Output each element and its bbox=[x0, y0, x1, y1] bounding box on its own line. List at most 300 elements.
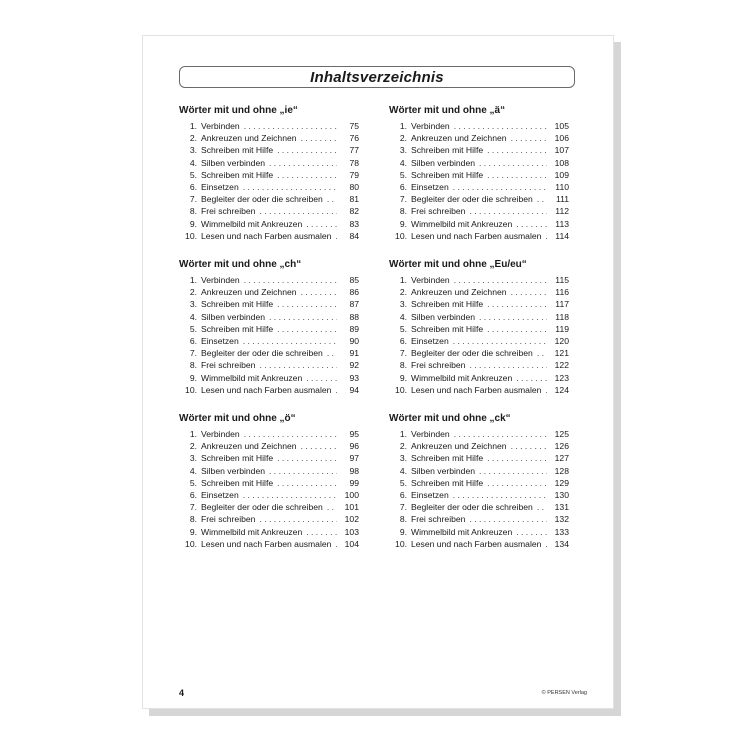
dot-leader bbox=[453, 489, 547, 501]
toc-entry-page: 75 bbox=[349, 121, 359, 131]
toc-entry-number: 3. bbox=[399, 145, 407, 156]
toc-entry bbox=[179, 538, 359, 550]
toc-entry-page: 96 bbox=[349, 441, 359, 452]
dot-leader bbox=[454, 274, 547, 286]
toc-entry-number: 2. bbox=[399, 287, 407, 298]
toc-entry-label: Einsetzen bbox=[411, 489, 449, 500]
toc-entry bbox=[389, 538, 569, 550]
toc-entry-number: 2. bbox=[399, 133, 407, 144]
toc-entry-label: Schreiben mit Hilfe bbox=[411, 169, 484, 180]
toc-entry bbox=[179, 465, 359, 477]
toc-entry-label: Schreiben mit Hilfe bbox=[201, 169, 274, 180]
toc-entry-number: 7. bbox=[189, 194, 197, 205]
toc-entry-label: Frei schreiben bbox=[411, 514, 466, 525]
toc-entry-number: 9. bbox=[189, 526, 197, 537]
toc-entry-page: 101 bbox=[344, 502, 359, 513]
toc-entry-label: Begleiter der oder die schreiben bbox=[411, 348, 533, 359]
toc-entry-number: 10. bbox=[185, 230, 197, 241]
dot-leader bbox=[335, 538, 337, 550]
toc-entry-label: Wimmelbild mit Ankreuzen bbox=[411, 526, 513, 537]
toc-entry bbox=[389, 169, 569, 181]
toc-entry bbox=[389, 347, 569, 359]
toc-entry-page: 102 bbox=[344, 514, 359, 525]
toc-entry bbox=[389, 440, 569, 452]
dot-leader bbox=[306, 526, 337, 538]
toc-entry bbox=[389, 526, 569, 538]
toc-section bbox=[179, 258, 359, 396]
toc-entry-page: 108 bbox=[554, 157, 569, 168]
toc-entry-page: 129 bbox=[554, 477, 569, 488]
dot-leader bbox=[244, 274, 337, 286]
toc-entry-page: 118 bbox=[555, 311, 569, 322]
toc-entry bbox=[389, 489, 569, 501]
dot-leader bbox=[306, 218, 337, 230]
toc-entry bbox=[179, 298, 359, 310]
toc-entry-number: 3. bbox=[189, 145, 197, 156]
toc-entry-number: 8. bbox=[399, 360, 407, 371]
toc-entry-page: 130 bbox=[554, 489, 569, 500]
toc-entry-page: 107 bbox=[554, 145, 569, 156]
toc-entry-number: 4. bbox=[189, 311, 197, 322]
toc-entry-label: Wimmelbild mit Ankreuzen bbox=[201, 218, 303, 229]
toc-entry bbox=[179, 157, 359, 169]
toc-entry bbox=[179, 384, 359, 396]
dot-leader bbox=[277, 169, 337, 181]
toc-list bbox=[389, 120, 569, 242]
toc-entry-number: 7. bbox=[189, 502, 197, 513]
toc-entry-number: 9. bbox=[189, 372, 197, 383]
toc-entry-number: 9. bbox=[189, 218, 197, 229]
toc-entry-label: Lesen und nach Farben ausmalen bbox=[201, 230, 332, 241]
toc-list bbox=[179, 120, 359, 242]
dot-leader bbox=[545, 384, 547, 396]
footer-page-number: 4 bbox=[179, 688, 185, 698]
dot-leader bbox=[479, 157, 547, 169]
dot-leader bbox=[469, 205, 547, 217]
toc-entry-page: 87 bbox=[349, 299, 359, 310]
toc-entry bbox=[179, 181, 359, 193]
toc-entry-page: 131 bbox=[554, 502, 569, 513]
toc-section bbox=[389, 412, 569, 550]
toc-entry-page: 104 bbox=[344, 538, 359, 549]
toc-entry-label: Silben verbinden bbox=[201, 157, 266, 168]
toc-entry-label: Wimmelbild mit Ankreuzen bbox=[411, 372, 513, 383]
dot-leader bbox=[516, 372, 547, 384]
toc-entry-number: 8. bbox=[189, 514, 197, 525]
toc-entry-label: Schreiben mit Hilfe bbox=[411, 323, 484, 334]
toc-entry bbox=[179, 347, 359, 359]
toc-entry-number: 1. bbox=[399, 275, 407, 285]
toc-entry bbox=[389, 205, 569, 217]
toc-entry bbox=[389, 218, 569, 230]
toc-entry-page: 112 bbox=[555, 206, 569, 217]
toc-entry-page: 90 bbox=[349, 335, 359, 346]
dot-leader bbox=[269, 465, 337, 477]
dot-leader bbox=[487, 144, 547, 156]
toc-entry-page: 120 bbox=[554, 335, 569, 346]
toc-entry-page: 106 bbox=[554, 133, 569, 144]
toc-entry-number: 5. bbox=[189, 323, 197, 334]
toc-entry-number: 5. bbox=[399, 323, 407, 334]
dot-leader bbox=[259, 513, 337, 525]
dot-leader bbox=[511, 440, 547, 452]
toc-entry-number: 10. bbox=[395, 230, 407, 241]
toc-entry-page: 100 bbox=[344, 489, 359, 500]
toc-entry bbox=[179, 526, 359, 538]
toc-entry-page: 122 bbox=[554, 360, 569, 371]
page-title: Inhaltsverzeichnis bbox=[310, 68, 444, 86]
toc-entry-page: 117 bbox=[555, 299, 569, 310]
toc-entry-label: Verbinden bbox=[411, 429, 450, 439]
section-title: Wörter mit und ohne „ck“ bbox=[389, 413, 511, 424]
toc-entry-number: 8. bbox=[189, 360, 197, 371]
toc-entry-number: 4. bbox=[399, 465, 407, 476]
toc-entry-label: Einsetzen bbox=[201, 335, 239, 346]
toc-list bbox=[389, 428, 569, 550]
toc-entry-page: 132 bbox=[554, 514, 569, 525]
toc-entry-label: Wimmelbild mit Ankreuzen bbox=[201, 526, 303, 537]
toc-entry-number: 3. bbox=[399, 299, 407, 310]
dot-leader bbox=[301, 440, 337, 452]
toc-entry-label: Begleiter der oder die schreiben bbox=[201, 348, 323, 359]
toc-entry-number: 10. bbox=[185, 384, 197, 395]
toc-entry-number: 1. bbox=[189, 429, 197, 439]
toc-section bbox=[389, 104, 569, 242]
toc-entry-page: 114 bbox=[555, 230, 569, 241]
dot-leader bbox=[479, 311, 547, 323]
toc-entry-number: 9. bbox=[399, 526, 407, 537]
toc-entry bbox=[179, 132, 359, 144]
toc-entry bbox=[389, 477, 569, 489]
toc-entry bbox=[389, 384, 569, 396]
dot-leader bbox=[487, 323, 547, 335]
toc-entry-page: 88 bbox=[349, 311, 359, 322]
toc-entry-page: 127 bbox=[554, 453, 569, 464]
toc-entry-label: Verbinden bbox=[201, 275, 240, 285]
toc-entry-label: Frei schreiben bbox=[411, 360, 466, 371]
toc-entry-page: 93 bbox=[349, 372, 359, 383]
toc-entry bbox=[389, 193, 569, 205]
toc-entry-label: Ankreuzen und Zeichnen bbox=[411, 287, 507, 298]
toc-section bbox=[179, 412, 359, 550]
toc-entry-label: Begleiter der oder die schreiben bbox=[411, 502, 533, 513]
toc-entry bbox=[179, 193, 359, 205]
toc-entry-number: 1. bbox=[189, 275, 197, 285]
toc-entry-number: 7. bbox=[399, 502, 407, 513]
toc-entry bbox=[179, 372, 359, 384]
toc-entry-label: Wimmelbild mit Ankreuzen bbox=[411, 218, 513, 229]
toc-entry-page: 128 bbox=[554, 465, 569, 476]
toc-entry-number: 7. bbox=[399, 348, 407, 359]
toc-entry-label: Einsetzen bbox=[411, 181, 449, 192]
dot-leader bbox=[511, 132, 547, 144]
toc-entry-number: 10. bbox=[395, 384, 407, 395]
dot-leader bbox=[269, 157, 337, 169]
toc-entry-number: 10. bbox=[185, 538, 197, 549]
toc-entry bbox=[389, 501, 569, 513]
toc-entry-label: Begleiter der oder die schreiben bbox=[201, 502, 323, 513]
dot-leader bbox=[327, 347, 337, 359]
toc-entry bbox=[389, 120, 569, 132]
toc-entry bbox=[389, 230, 569, 242]
toc-entry-page: 85 bbox=[349, 275, 359, 285]
toc-entry-label: Begleiter der oder die schreiben bbox=[201, 194, 323, 205]
toc-entry-label: Verbinden bbox=[201, 121, 240, 131]
toc-entry bbox=[389, 274, 569, 286]
toc-entry-number: 5. bbox=[189, 477, 197, 488]
toc-entry-page: 113 bbox=[555, 218, 569, 229]
toc-entry bbox=[389, 298, 569, 310]
dot-leader bbox=[244, 428, 337, 440]
toc-entry-number: 3. bbox=[189, 453, 197, 464]
toc-list bbox=[179, 428, 359, 550]
toc-entry bbox=[389, 132, 569, 144]
dot-leader bbox=[453, 181, 547, 193]
toc-entry-page: 119 bbox=[555, 323, 569, 334]
dot-leader bbox=[516, 218, 547, 230]
toc-entry-number: 2. bbox=[399, 441, 407, 452]
section-title: Wörter mit und ohne „ö“ bbox=[179, 413, 296, 424]
toc-entry-page: 76 bbox=[349, 133, 359, 144]
toc-entry bbox=[179, 286, 359, 298]
toc-entry-label: Silben verbinden bbox=[201, 311, 266, 322]
toc-entry-page: 97 bbox=[349, 453, 359, 464]
toc-entry-number: 8. bbox=[399, 206, 407, 217]
toc-entry-label: Silben verbinden bbox=[201, 465, 266, 476]
dot-leader bbox=[469, 359, 547, 371]
dot-leader bbox=[487, 477, 547, 489]
toc-entry-label: Schreiben mit Hilfe bbox=[411, 145, 484, 156]
toc-entry bbox=[389, 335, 569, 347]
toc-entry-label: Ankreuzen und Zeichnen bbox=[411, 441, 507, 452]
toc-entry-label: Schreiben mit Hilfe bbox=[411, 477, 484, 488]
toc-entry-number: 9. bbox=[399, 218, 407, 229]
toc-entry-number: 3. bbox=[399, 453, 407, 464]
toc-entry-page: 83 bbox=[349, 218, 359, 229]
dot-leader bbox=[277, 144, 337, 156]
toc-entry-label: Lesen und nach Farben ausmalen bbox=[411, 230, 542, 241]
dot-leader bbox=[301, 286, 337, 298]
toc-entry bbox=[179, 120, 359, 132]
toc-list bbox=[389, 274, 569, 396]
toc-entry bbox=[179, 359, 359, 371]
dot-leader bbox=[469, 513, 547, 525]
toc-entry-page: 82 bbox=[349, 206, 359, 217]
toc-entry-number: 1. bbox=[189, 121, 197, 131]
dot-leader bbox=[327, 193, 337, 205]
toc-entry bbox=[179, 489, 359, 501]
dot-leader bbox=[511, 286, 547, 298]
toc-entry-number: 8. bbox=[189, 206, 197, 217]
toc-entry-page: 121 bbox=[554, 348, 569, 359]
toc-entry-number: 5. bbox=[399, 169, 407, 180]
toc-entry-number: 6. bbox=[189, 335, 197, 346]
toc-section bbox=[389, 258, 569, 396]
toc-entry-page: 125 bbox=[554, 429, 569, 439]
toc-entry-number: 5. bbox=[399, 477, 407, 488]
dot-leader bbox=[277, 452, 337, 464]
dot-leader bbox=[335, 384, 337, 396]
toc-entry bbox=[179, 513, 359, 525]
toc-list bbox=[179, 274, 359, 396]
toc-entry bbox=[389, 359, 569, 371]
toc-entry bbox=[389, 452, 569, 464]
toc-entry-label: Frei schreiben bbox=[201, 360, 256, 371]
toc-entry-number: 6. bbox=[399, 489, 407, 500]
toc-entry-page: 99 bbox=[349, 477, 359, 488]
toc-entry bbox=[179, 452, 359, 464]
toc-entry-page: 89 bbox=[349, 323, 359, 334]
toc-entry-number: 5. bbox=[189, 169, 197, 180]
dot-leader bbox=[306, 372, 337, 384]
toc-entry-page: 134 bbox=[554, 538, 569, 549]
dot-leader bbox=[453, 335, 547, 347]
toc-entry-page: 77 bbox=[349, 145, 359, 156]
toc-entry-label: Schreiben mit Hilfe bbox=[201, 323, 274, 334]
dot-leader bbox=[487, 452, 547, 464]
dot-leader bbox=[516, 526, 547, 538]
dot-leader bbox=[301, 132, 337, 144]
dot-leader bbox=[277, 298, 337, 310]
toc-entry bbox=[389, 286, 569, 298]
toc-entry-page: 115 bbox=[555, 275, 569, 285]
section-title: Wörter mit und ohne „ch“ bbox=[179, 259, 302, 270]
toc-entry-number: 4. bbox=[399, 157, 407, 168]
toc-entry-label: Ankreuzen und Zeichnen bbox=[201, 441, 297, 452]
toc-entry-page: 116 bbox=[555, 287, 569, 298]
dot-leader bbox=[537, 193, 547, 205]
toc-entry-page: 81 bbox=[349, 194, 359, 205]
dot-leader bbox=[243, 181, 337, 193]
toc-entry bbox=[179, 218, 359, 230]
dot-leader bbox=[479, 465, 547, 477]
toc-entry-label: Frei schreiben bbox=[201, 514, 256, 525]
dot-leader bbox=[259, 205, 337, 217]
dot-leader bbox=[545, 538, 547, 550]
toc-entry-label: Verbinden bbox=[411, 121, 450, 131]
toc-entry bbox=[179, 428, 359, 440]
toc-entry-page: 94 bbox=[349, 384, 359, 395]
dot-leader bbox=[487, 169, 547, 181]
dot-leader bbox=[327, 501, 337, 513]
toc-entry-label: Silben verbinden bbox=[411, 157, 476, 168]
toc-entry bbox=[179, 440, 359, 452]
toc-entry-number: 4. bbox=[189, 465, 197, 476]
toc-entry bbox=[389, 311, 569, 323]
toc-entry-page: 111 bbox=[555, 194, 569, 205]
toc-entry-label: Silben verbinden bbox=[411, 465, 476, 476]
toc-entry bbox=[389, 465, 569, 477]
title-box bbox=[179, 66, 575, 88]
toc-entry-number: 1. bbox=[399, 429, 407, 439]
toc-entry-label: Schreiben mit Hilfe bbox=[201, 453, 274, 464]
toc-entry-label: Ankreuzen und Zeichnen bbox=[201, 287, 297, 298]
toc-entry-page: 126 bbox=[554, 441, 569, 452]
toc-entry-label: Schreiben mit Hilfe bbox=[201, 477, 274, 488]
toc-entry-number: 8. bbox=[399, 514, 407, 525]
toc-entry-page: 105 bbox=[554, 121, 569, 131]
toc-entry-label: Frei schreiben bbox=[201, 206, 256, 217]
dot-leader bbox=[487, 298, 547, 310]
toc-entry-number: 6. bbox=[399, 335, 407, 346]
toc-entry bbox=[389, 372, 569, 384]
dot-leader bbox=[243, 335, 337, 347]
dot-leader bbox=[454, 428, 547, 440]
dot-leader bbox=[537, 501, 547, 513]
toc-entry-label: Einsetzen bbox=[411, 335, 449, 346]
toc-entry-page: 98 bbox=[349, 465, 359, 476]
toc-entry-number: 6. bbox=[189, 181, 197, 192]
toc-entry-page: 91 bbox=[349, 348, 359, 359]
dot-leader bbox=[243, 489, 337, 501]
toc-entry-label: Lesen und nach Farben ausmalen bbox=[201, 538, 332, 549]
dot-leader bbox=[269, 311, 337, 323]
document-page bbox=[142, 35, 614, 709]
toc-entry-number: 4. bbox=[399, 311, 407, 322]
toc-entry-number: 7. bbox=[399, 194, 407, 205]
toc-entry-label: Einsetzen bbox=[201, 489, 239, 500]
toc-entry-page: 84 bbox=[349, 230, 359, 241]
toc-entry-page: 80 bbox=[349, 181, 359, 192]
toc-entry-number: 4. bbox=[189, 157, 197, 168]
toc-entry-page: 103 bbox=[344, 526, 359, 537]
toc-section bbox=[179, 104, 359, 242]
toc-entry bbox=[179, 144, 359, 156]
toc-entry-number: 2. bbox=[189, 133, 197, 144]
toc-entry-label: Frei schreiben bbox=[411, 206, 466, 217]
toc-entry bbox=[389, 428, 569, 440]
toc-entry bbox=[179, 230, 359, 242]
toc-entry-page: 92 bbox=[349, 360, 359, 371]
toc-entry-page: 124 bbox=[554, 384, 569, 395]
toc-entry bbox=[389, 513, 569, 525]
toc-entry bbox=[179, 169, 359, 181]
toc-entry-label: Schreiben mit Hilfe bbox=[411, 299, 484, 310]
toc-entry-number: 6. bbox=[399, 181, 407, 192]
toc-entry-number: 3. bbox=[189, 299, 197, 310]
toc-entry-label: Ankreuzen und Zeichnen bbox=[201, 133, 297, 144]
toc-entry-label: Verbinden bbox=[411, 275, 450, 285]
dot-leader bbox=[277, 477, 337, 489]
dot-leader bbox=[537, 347, 547, 359]
toc-entry-number: 9. bbox=[399, 372, 407, 383]
toc-entry-label: Begleiter der oder die schreiben bbox=[411, 194, 533, 205]
toc-entry-label: Schreiben mit Hilfe bbox=[201, 299, 274, 310]
dot-leader bbox=[454, 120, 547, 132]
toc-entry bbox=[179, 323, 359, 335]
toc-entry bbox=[179, 335, 359, 347]
section-title: Wörter mit und ohne „Eu/eu“ bbox=[389, 259, 527, 270]
dot-leader bbox=[259, 359, 337, 371]
toc-entry-page: 109 bbox=[554, 169, 569, 180]
footer-copyright: © PERSEN Verlag bbox=[541, 690, 587, 696]
toc-entry-label: Lesen und nach Farben ausmalen bbox=[411, 538, 542, 549]
dot-leader bbox=[335, 230, 337, 242]
toc-entry bbox=[179, 311, 359, 323]
toc-entry bbox=[389, 144, 569, 156]
toc-entry bbox=[389, 157, 569, 169]
toc-entry-label: Verbinden bbox=[201, 429, 240, 439]
dot-leader bbox=[545, 230, 547, 242]
toc-entry-label: Einsetzen bbox=[201, 181, 239, 192]
toc-entry-number: 10. bbox=[395, 538, 407, 549]
toc-entry-label: Wimmelbild mit Ankreuzen bbox=[201, 372, 303, 383]
toc-entry-number: 7. bbox=[189, 348, 197, 359]
toc-entry-page: 133 bbox=[554, 526, 569, 537]
dot-leader bbox=[277, 323, 337, 335]
toc-entry-label: Silben verbinden bbox=[411, 311, 476, 322]
toc-entry-page: 86 bbox=[349, 287, 359, 298]
